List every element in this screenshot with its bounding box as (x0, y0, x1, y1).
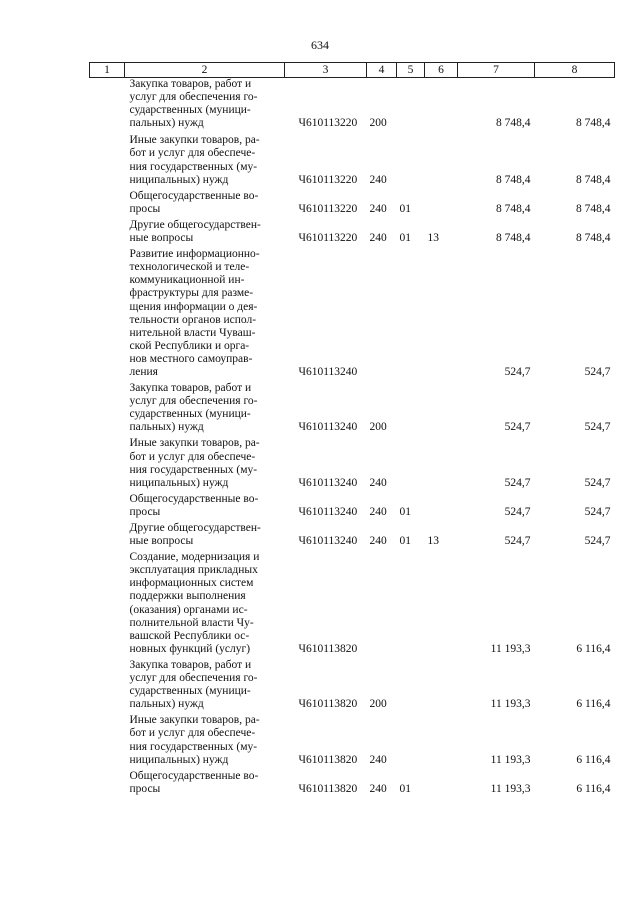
expense-name: Иные закупки товаров, ра- бот и услуг для обеспече- ния государственных (му- ниципальных) нужд (129, 437, 260, 489)
expense-name: Иные закупки товаров, ра- бот и услуг для обеспече- ния государственных (му- ниципальных) нужд (129, 134, 260, 186)
amount-col-7: 524,7 (504, 505, 531, 518)
table-row (90, 248, 615, 382)
table-row (90, 134, 615, 189)
amount-col-8: 524,7 (584, 421, 611, 434)
row-col-1 (90, 659, 125, 714)
subsection-code (425, 493, 458, 522)
target-article-code: Ч610113820 (298, 642, 358, 655)
header-col-4: 4 (367, 63, 397, 78)
table-row (90, 714, 615, 769)
header-col-5: 5 (397, 63, 425, 78)
table-header (90, 63, 615, 78)
expense-name: Другие общегосударствен- ные вопросы (129, 218, 261, 245)
row-col-1 (90, 770, 125, 799)
amount-col-8: 524,7 (584, 365, 611, 378)
target-article-code: Ч610113220 (298, 202, 358, 215)
expense-name: Развитие информационно- технологической и теле- коммуникационной ин- фраструктуры для разме- щения информации о дея- тельности органов испол- нительной власти Чуваш- ской Республики и орга- нов местного самоуправ- ления (129, 248, 260, 378)
budget-table (89, 62, 615, 799)
expense-group: 240 (369, 535, 387, 548)
table-row (90, 190, 615, 219)
expense-group: 200 (369, 421, 387, 434)
section-code: 01 (399, 782, 411, 795)
amount-col-7: 11 193,3 (490, 642, 531, 655)
subsection-code (425, 551, 458, 659)
amount-col-7: 11 193,3 (490, 698, 531, 711)
row-col-1 (90, 78, 125, 135)
target-article-code: Ч610113220 (298, 232, 358, 245)
subsection-code: 13 (427, 535, 439, 548)
section-code (397, 78, 425, 135)
expense-group: 200 (369, 698, 387, 711)
subsection-code (425, 382, 458, 437)
section-code (397, 382, 425, 437)
table-row (90, 493, 615, 522)
table-row (90, 78, 615, 135)
expense-group (367, 248, 397, 382)
row-col-1 (90, 248, 125, 382)
expense-group: 240 (369, 202, 387, 215)
target-article-code: Ч610113240 (298, 535, 358, 548)
amount-col-8: 524,7 (584, 535, 611, 548)
target-article-code: Ч610113240 (298, 421, 358, 434)
subsection-code (425, 437, 458, 492)
table-row (90, 659, 615, 714)
target-article-code: Ч610113820 (298, 698, 358, 711)
section-code (397, 248, 425, 382)
header-col-1: 1 (90, 63, 125, 78)
amount-col-7: 8 748,4 (496, 117, 531, 130)
table-row (90, 522, 615, 551)
expense-name: Закупка товаров, работ и услуг для обеспечения го- сударственных (муници- пальных) нужд (129, 658, 258, 711)
table-row (90, 551, 615, 659)
amount-col-7: 11 193,3 (490, 753, 531, 766)
expense-name: Общегосударственные во- просы (129, 189, 259, 215)
amount-col-8: 6 116,4 (576, 753, 611, 766)
expense-name: Закупка товаров, работ и услуг для обеспечения го- сударственных (муници- пальных) нужд (129, 78, 258, 130)
table-row (90, 770, 615, 799)
expense-name: Иные закупки товаров, ра- бот и услуг для обеспече- ния государственных (му- ниципальных) нужд (129, 714, 260, 766)
row-col-1 (90, 551, 125, 659)
amount-col-7: 8 748,4 (496, 173, 531, 186)
row-col-1 (90, 437, 125, 492)
expense-group: 240 (369, 232, 387, 245)
expense-group (367, 551, 397, 659)
target-article-code: Ч610113820 (298, 753, 358, 766)
section-code: 01 (399, 505, 411, 518)
target-article-code: Ч610113240 (298, 505, 358, 518)
expense-group: 240 (369, 476, 387, 489)
subsection-code (425, 248, 458, 382)
section-code (397, 551, 425, 659)
expense-name: Общегосударственные во- просы (129, 492, 259, 518)
subsection-code (425, 78, 458, 135)
target-article-code: Ч610113240 (298, 365, 358, 378)
expense-name: Закупка товаров, работ и услуг для обеспечения го- сударственных (муници- пальных) нужд (129, 382, 258, 434)
row-col-1 (90, 714, 125, 769)
amount-col-8: 8 748,4 (576, 232, 611, 245)
amount-col-7: 524,7 (504, 535, 531, 548)
row-col-1 (90, 493, 125, 522)
header-row (90, 63, 615, 78)
target-article-code: Ч610113220 (298, 173, 358, 186)
amount-col-8: 6 116,4 (576, 782, 611, 795)
expense-name: Общегосударственные во- просы (129, 769, 259, 795)
target-article-code: Ч610113240 (298, 476, 358, 489)
amount-col-7: 8 748,4 (496, 202, 531, 215)
section-code (397, 659, 425, 714)
header-col-7: 7 (458, 63, 535, 78)
expense-name: Другие общегосударствен- ные вопросы (129, 522, 261, 548)
subsection-code (425, 770, 458, 799)
amount-col-7: 524,7 (504, 365, 531, 378)
row-col-1 (90, 382, 125, 437)
amount-col-8: 8 748,4 (576, 202, 611, 215)
expense-group: 200 (369, 117, 387, 130)
amount-col-8: 524,7 (584, 505, 611, 518)
table-row (90, 382, 615, 437)
amount-col-8: 8 748,4 (576, 173, 611, 186)
row-col-1 (90, 219, 125, 248)
section-code: 01 (399, 535, 411, 548)
amount-col-7: 11 193,3 (490, 782, 531, 795)
amount-col-8: 6 116,4 (576, 698, 611, 711)
row-col-1 (90, 190, 125, 219)
amount-col-7: 524,7 (504, 476, 531, 489)
header-col-3: 3 (285, 63, 367, 78)
expense-name: Создание, модернизация и эксплуатация прикладных информационных систем поддержки выполнения (оказания) органами ис- полнительной власти Чу- вашской Республики ос- новных функций (услуг) (129, 551, 260, 655)
header-col-6: 6 (425, 63, 458, 78)
section-code (397, 437, 425, 492)
header-col-8: 8 (535, 63, 615, 78)
section-code: 01 (399, 232, 411, 245)
section-code (397, 134, 425, 189)
table-body (90, 78, 615, 799)
table-row (90, 219, 615, 248)
amount-col-8: 6 116,4 (576, 642, 611, 655)
amount-col-7: 524,7 (504, 421, 531, 434)
subsection-code (425, 659, 458, 714)
amount-col-7: 8 748,4 (496, 232, 531, 245)
section-code: 01 (399, 202, 411, 215)
target-article-code: Ч610113220 (298, 117, 358, 130)
amount-col-8: 524,7 (584, 476, 611, 489)
page-number: 634 (311, 38, 329, 52)
target-article-code: Ч610113820 (298, 782, 358, 795)
header-col-2: 2 (125, 63, 285, 78)
amount-col-8: 8 748,4 (576, 117, 611, 130)
expense-group: 240 (369, 753, 387, 766)
subsection-code: 13 (427, 232, 439, 245)
table-row (90, 437, 615, 492)
subsection-code (425, 134, 458, 189)
subsection-code (425, 714, 458, 769)
expense-group: 240 (369, 173, 387, 186)
expense-group: 240 (369, 505, 387, 518)
row-col-1 (90, 134, 125, 189)
subsection-code (425, 190, 458, 219)
row-col-1 (90, 522, 125, 551)
expense-group: 240 (369, 782, 387, 795)
section-code (397, 714, 425, 769)
